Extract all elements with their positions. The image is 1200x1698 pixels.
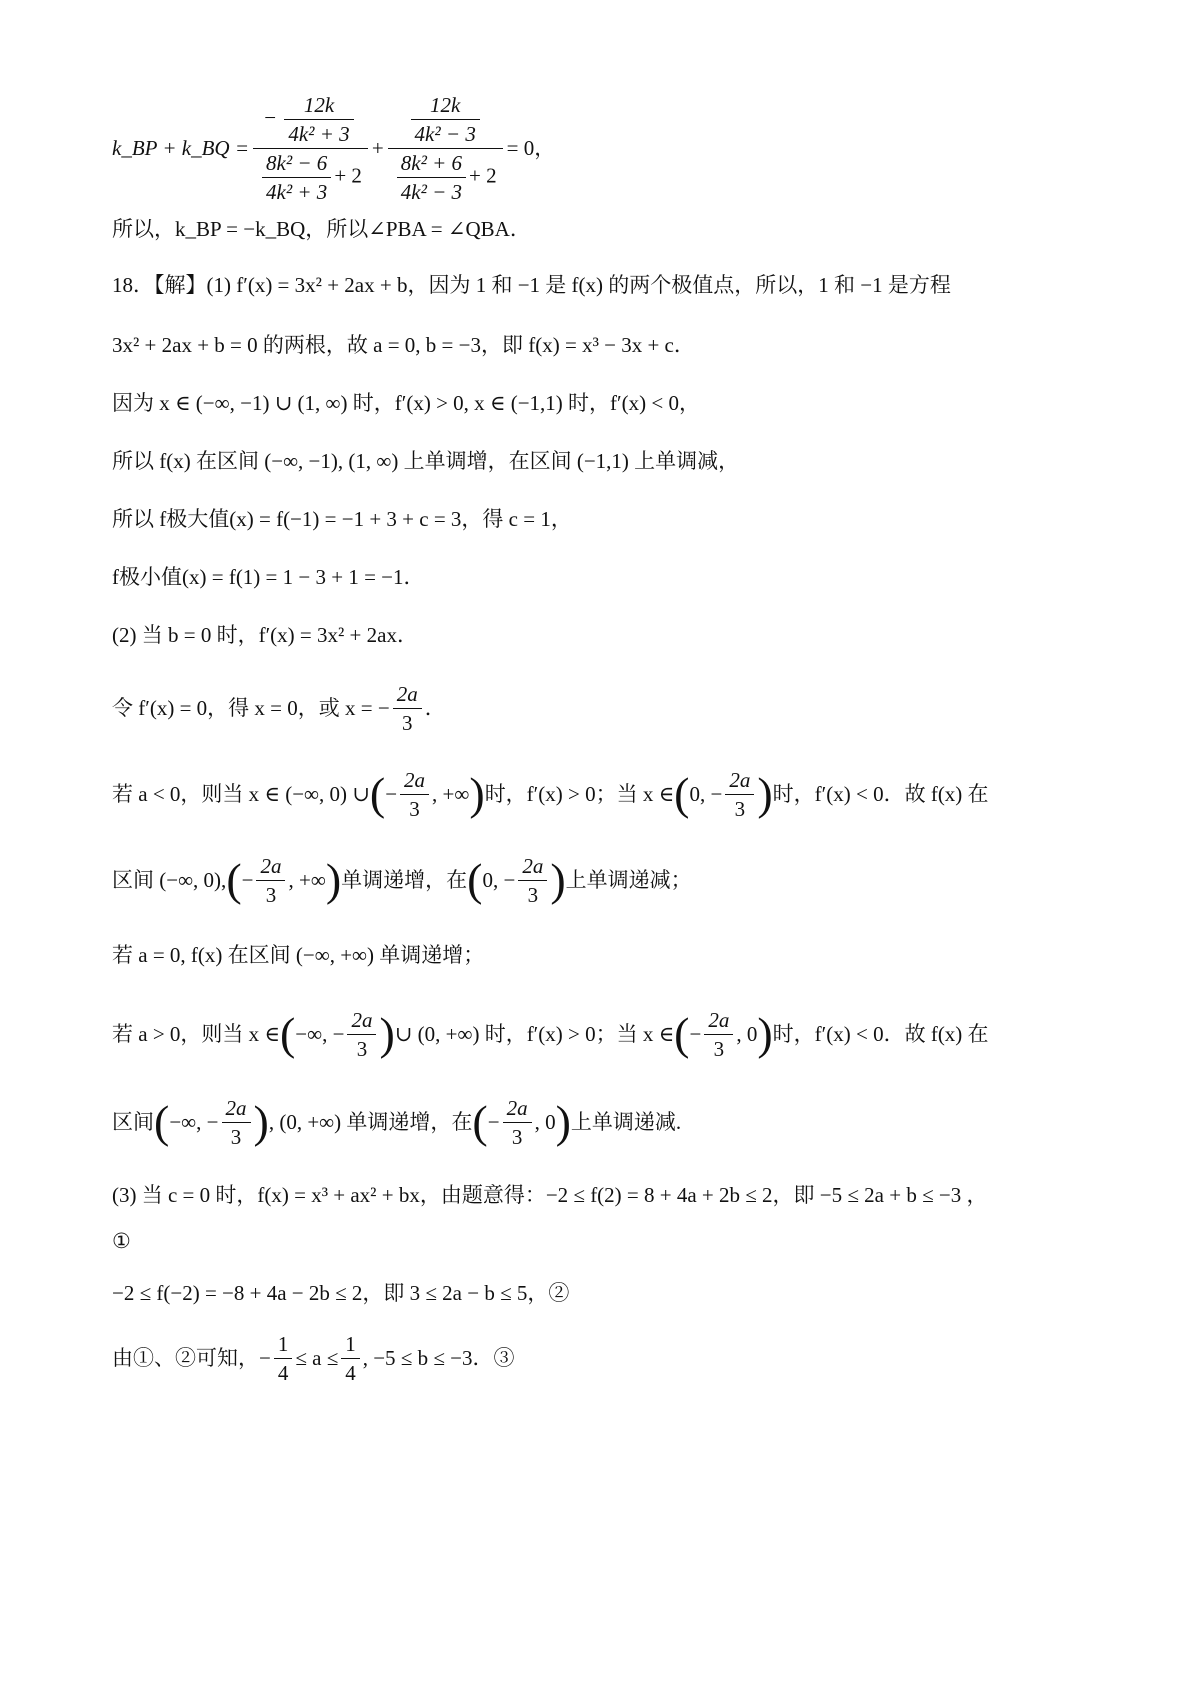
fraction: $\frac{2a}{3}$ [347,1006,376,1063]
text-line: 因为 x ∈ (−∞, −1) ∪ (1, ∞) 时，f′(x) > 0, x ∈ (−1,1) 时，f′(x) < 0， [112,391,700,415]
fraction: $\frac{2a}{3}$ [393,680,422,737]
frac-numerator: 12k [411,91,480,120]
frac-numerator: 8k² − 6 [262,149,331,178]
fraction: $\frac{2a}{3}$ [503,1094,532,1151]
circled-one-mark: ① [112,1229,131,1253]
kbp-tail: = 0， [506,136,556,160]
fraction: $\frac{2a}{3}$ [222,1094,251,1151]
text-line: f极小值(x) = f(1) = 1 − 3 + 1 = −1． [112,565,425,589]
kbp-equation: k_BP + k_BQ = − $\frac{12k}{\text{4k² + 3}}$ $\frac{\text{8k² − 6}}{\text{4k² + 3}}$ + 2 + $\frac{12k}{\text{4k² − 3}}$ $\frac{\text{8k² + 6}}{\text{4k² − 3}}$ + 2 = 0， [112,92,556,204]
part-3-line: (3) 当 c = 0 时，f(x) = x³ + ax² + bx，由题意得：−2 ≤ f(2) = 8 + 4a + 2b ≤ 2，即 −5 ≤ 2a + b ≤ −3 ， [112,1183,988,1207]
fraction: $\frac{2a}{3}$ [725,766,754,823]
case-a-positive-line-2: 区间 ( −∞, − $\frac{2a}{3}$ ) , (0, +∞) 单调递增，在 ( − $\frac{2a}{3}$ , 0 ) 上单调递减. [112,1095,682,1149]
frac-denominator: 4k² + 3 [266,179,328,204]
text-line: 3x² + 2ax + b = 0 的两根，故 a = 0, b = −3，即 f(x) = x³ − 3x + c． [112,333,695,357]
frac-numerator: 12k [284,91,353,120]
frac-denominator: 4k² − 3 [400,179,463,204]
text-line: 所以 f极大值(x) = f(−1) = −1 + 3 + c = 3，得 c = 1， [112,507,572,531]
kbp-lhs: k_BP + k_BQ = [112,136,250,160]
frac-denominator: 4k² − 3 [414,121,476,146]
critical-points-line: 令 f′(x) = 0，得 x = 0，或 x = − $\frac{2a}{3}$ ． [112,681,446,735]
fraction: $\frac{2a}{3}$ [518,852,547,909]
case-a-negative-line-2: 区间 (−∞, 0), ( − $\frac{2a}{3}$ , +∞ ) 单调递增，在 ( 0, − $\frac{2a}{3}$ ) 上单调递减； [112,853,692,907]
frac-denominator: 4k² + 3 [288,121,350,146]
fraction: $\frac{2a}{3}$ [704,1006,733,1063]
kbp-fraction-1: − $\frac{12k}{\text{4k² + 3}}$ $\frac{\text{8k² − 6}}{\text{4k² + 3}}$ + 2 [253,91,368,206]
conclusion-line: 由①、②可知，− $\frac{1}{4}$ ≤ a ≤ $\frac{1}{4}$ , −5 ≤ b ≤ −3．③ [112,1331,515,1385]
fraction: $\frac{1}{4}$ [341,1330,360,1387]
case-a-positive-line-1: 若 a > 0，则当 x ∈ ( −∞, − $\frac{2a}{3}$ ) ∪ (0, +∞) 时，f′(x) > 0；当 x ∈ ( − $\frac{2a}{3}$ , 0 ) 时，f′(x) < 0．故 f(x) 在 [112,1007,989,1061]
fraction: $\frac{2a}{3}$ [256,852,285,909]
text-line: 所以 f(x) 在区间 (−∞, −1), (1, ∞) 上单调增，在区间 (−1,1) 上单调减， [112,449,740,473]
problem-18-line: 18．【解】(1) f′(x) = 3x² + 2ax + b，因为 1 和 −1 是 f(x) 的两个极值点，所以，1 和 −1 是方程 [112,273,951,297]
part-2-line: (2) 当 b = 0 时，f′(x) = 3x² + 2ax． [112,623,418,647]
kbp-fraction-2: $\frac{12k}{\text{4k² − 3}}$ $\frac{\text{8k² + 6}}{\text{4k² − 3}}$ + 2 [388,91,503,206]
case-a-negative-line-1: 若 a < 0，则当 x ∈ (−∞, 0) ∪ ( − $\frac{2a}{3}$ , +∞ ) 时，f′(x) > 0；当 x ∈ ( 0, − $\frac{2a}{3}$ ) 时，f′(x) < 0．故 f(x) 在 [112,767,989,821]
fraction: $\frac{1}{4}$ [274,1330,293,1387]
text-line: 所以，k_BP = −k_BQ，所以∠PBA = ∠QBA． [112,217,531,241]
fraction: $\frac{2a}{3}$ [400,766,429,823]
case-a-zero-line: 若 a = 0, f(x) 在区间 (−∞, +∞) 单调递增； [112,943,485,967]
text-line: −2 ≤ f(−2) = −8 + 4a − 2b ≤ 2，即 3 ≤ 2a − b ≤ 5，② [112,1281,570,1305]
frac-numerator: 8k² + 6 [397,149,466,178]
